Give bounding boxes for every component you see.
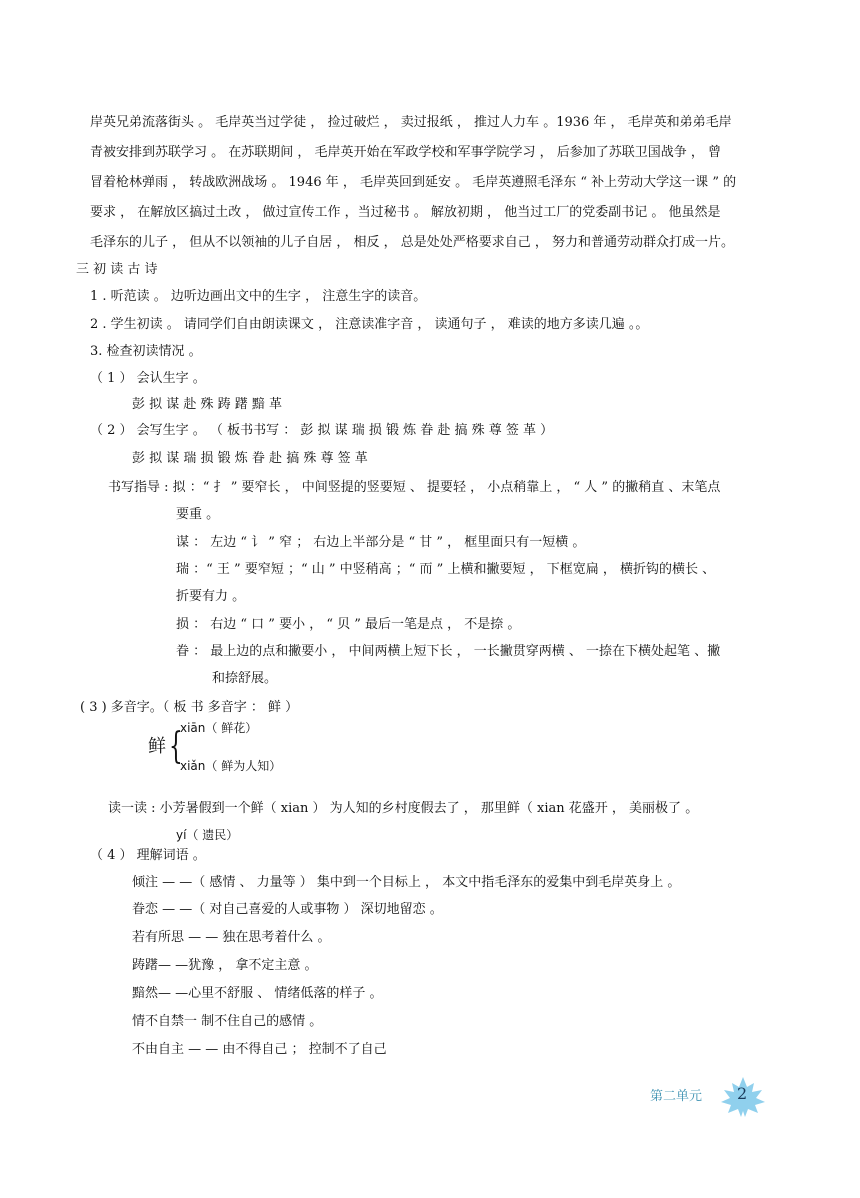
step-read: 2 . 学生初读 。 请同学们自由朗读课文 ， 注意读准字音 ， 读通句子 ， 难读的地方多读几遍 。。 [90, 317, 649, 332]
bio-line: 岸英兄弟流落街头 。 毛岸英当过学徒 ， 捡过破烂 ， 卖过报纸 ， 推过人力车 。1936 年 ， 毛岸英和弟弟毛岸 [90, 115, 732, 130]
polyphone-reading-2: xiǎn（ 鲜为人知） [180, 759, 282, 773]
read-aloud-line: 读一读 : 小芳暑假到一个鲜（ xian ） 为人知的乡村度假去了 ， 那里鲜（ xian 花盛开 ， 美丽极了 。 [108, 801, 699, 816]
write-chars: 彭 拟 谋 瑞 损 锻 炼 眷 赴 搞 殊 尊 签 革 [132, 451, 368, 466]
bio-line: 冒着枪林弹雨 ， 转战欧洲战场 。 1946 年 ， 毛岸英回到延安 。 毛岸英遵照毛泽东 “ 补上劳动大学这一课 ” 的 [90, 175, 737, 190]
sub-words-label: （ 4 ） 理解词语 。 [90, 848, 206, 863]
bio-line: 青被安排到苏联学习 。 在苏联期间 ， 毛岸英开始在军政学校和军事学院学习 ， 后参加了苏联卫国战争 ， 曾 [90, 145, 722, 160]
sub-recognize-label: （ 1 ） 会认生字 。 [90, 371, 206, 386]
writing-guide-juan-cont: 和捺舒展。 [212, 671, 278, 686]
word-definition: 若有所思 — — 独在思考着什么 。 [132, 930, 331, 945]
sub-write-label: （ 2 ） 会写生字 。 （ 板书书写 ： 彭 拟 谋 瑞 损 锻 炼 眷 赴 搞 殊 尊 签 革 ） [90, 423, 554, 438]
writing-guide-juan: 眷 ： 最上边的点和撇要小 ， 中间两横上短下长 ， 一长撇贯穿两横 、 一捺在下横处起笔 、撇 [176, 644, 721, 659]
bio-line: 毛泽东的儿子 ， 但从不以领袖的儿子自居 ， 相反 ， 总是处处严格要求自己 ， 努力和普通劳动群众打成一片。 [90, 235, 735, 250]
sub-polyphone-label: ( 3 ) 多音字。（ 板 书 多音字 ： 鲜 ） [80, 700, 299, 715]
word-definition: 眷恋 — —（ 对自己喜爱的人或事物 ） 深切地留恋 。 [132, 902, 443, 917]
writing-guide-sun: 损 ： 右边 “ 口 ” 要小 ， “ 贝 ” 最后一笔是点 ， 不是捺 。 [176, 617, 521, 632]
word-definition: 踌躇— —犹豫 ， 拿不定主意 。 [132, 958, 318, 973]
word-definition: 倾注 — —（ 感情 、 力量等 ） 集中到一个目标上 ， 本文中指毛泽东的爱集中到毛岸英身上 。 [132, 875, 681, 890]
section-heading: 三 初 读 古 诗 [76, 262, 158, 277]
word-definition: 黯然— —心里不舒服 、 情绪低落的样子 。 [132, 986, 383, 1001]
writing-guide-rui: 瑞 ：“ 王 ” 要窄短 ；“ 山 ” 中竖稍高 ；“ 而 ” 上横和撇要短 ， 下框宽扁 ， 横折钩的横长 、 [176, 562, 716, 577]
step-check: 3. 检查初读情况 。 [90, 344, 202, 359]
writing-guide-intro-cont: 要重 。 [176, 507, 220, 522]
writing-guide-intro: 书写指导 : 拟 ：“ 扌 ” 要窄长 ， 中间竖提的竖要短 、 提要轻 ， 小点稍靠上 ， “ 人 ” 的撇稍直 、末笔点 [108, 480, 721, 495]
unit-label: 第二单元 [650, 1089, 703, 1104]
recognize-chars: 彭 拟 谋 赴 殊 踌 躇 黯 革 [132, 397, 283, 412]
writing-guide-rui-cont: 折要有力 。 [176, 589, 246, 604]
brace-icon: { [169, 726, 183, 767]
polyphone-reading-1: xiān（ 鲜花） [180, 721, 258, 735]
word-definition: 情不自禁一 制不住自己的感情 。 [132, 1014, 323, 1029]
bio-line: 要求 ， 在解放区搞过土改 ， 做过宣传工作 ，当过秘书 。 解放初期 ， 他当过工厂的党委副书记 。 他虽然是 [90, 205, 721, 220]
page-number: 2 [737, 1084, 748, 1103]
writing-guide-mou: 谋 ： 左边 “ 讠 ” 窄 ； 右边上半部分是 “ 甘 ” ， 框里面只有一短横 。 [176, 535, 586, 550]
polyphone-char: 鲜 [148, 736, 166, 757]
step-listen: 1 . 听范读 。 边听边画出文中的生字 ， 注意生字的读音。 [90, 289, 427, 304]
word-definition: 不由自主 — — 由不得自己 ； 控制不了自己 [132, 1042, 387, 1057]
yi-reading: yí（ 遗民） [176, 828, 239, 842]
